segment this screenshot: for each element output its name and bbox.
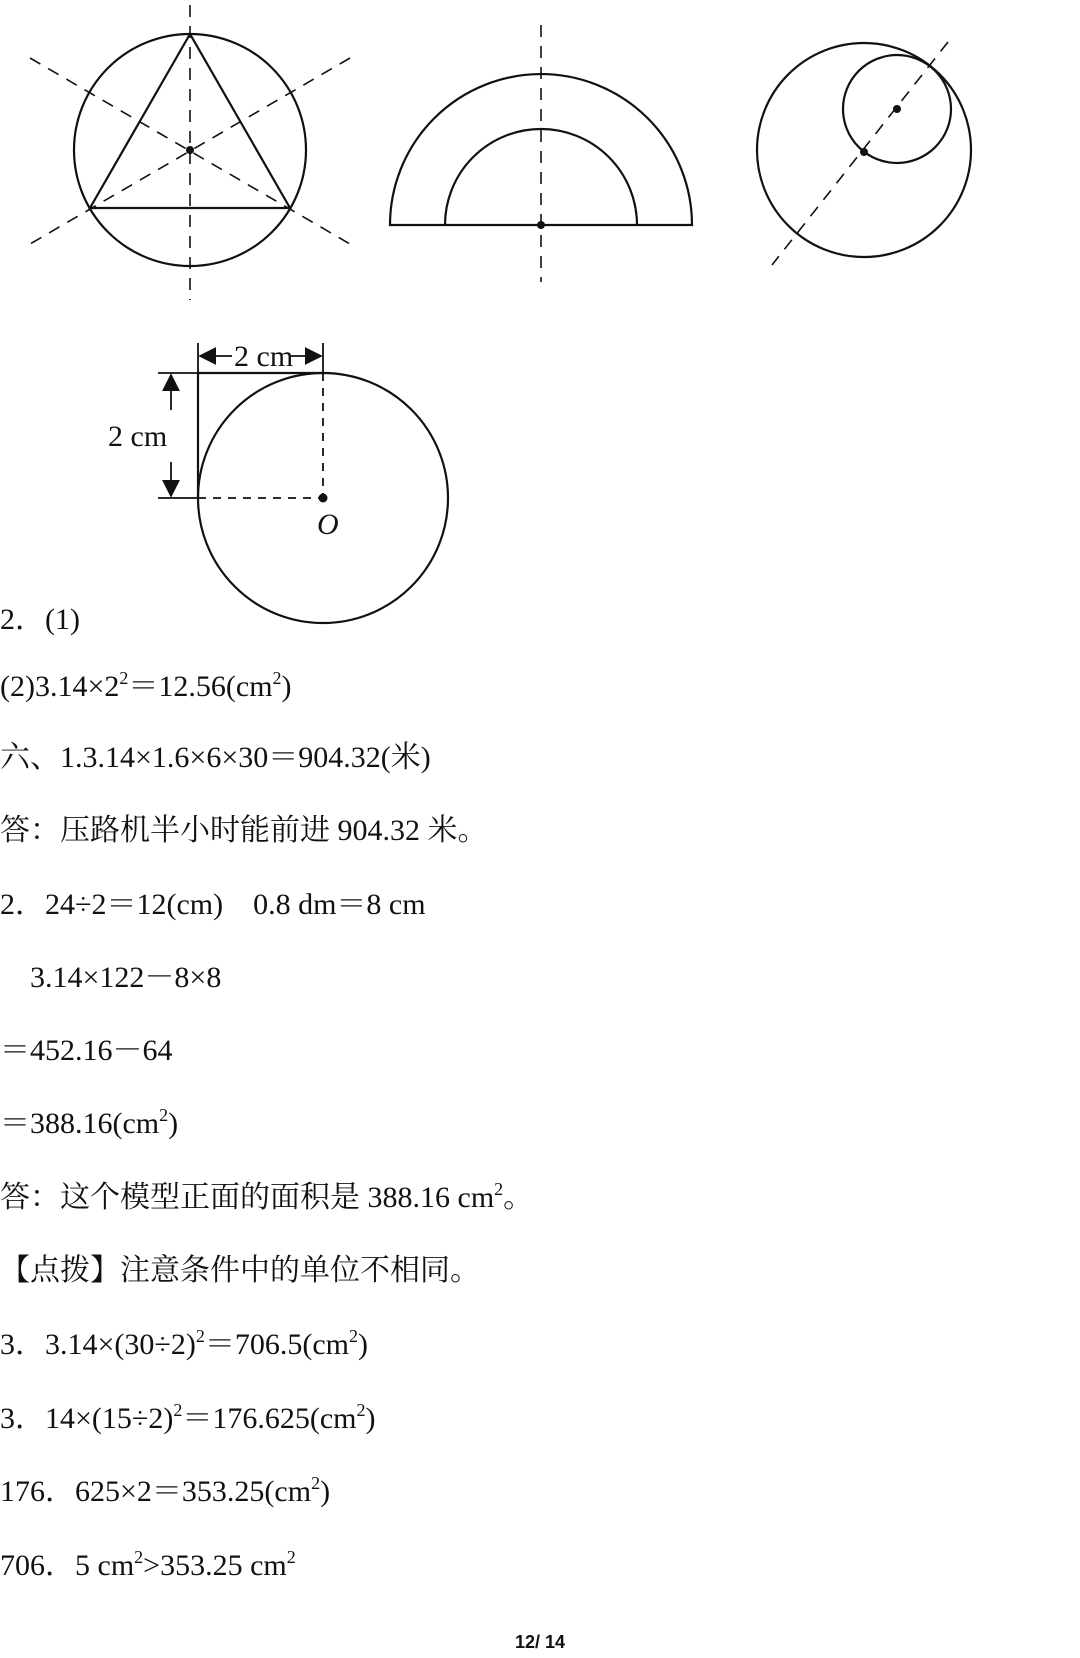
- center-label: O: [317, 508, 339, 541]
- dimension-left-label: 2 cm: [108, 420, 168, 453]
- comparison-line: 706．5 $cm^2>353.25$ $cm^2$: [0, 1547, 296, 1582]
- section-six-line-3: 3．$3.14\times(30\div 2)^2=706.5(cm^2)$: [0, 1326, 369, 1361]
- calc-step-1: 3.14×122－8×8: [0, 961, 222, 994]
- circle-radius-figure: [0, 0, 1080, 640]
- calc-two-circles: 176．$625\times 2=353.25(cm^2)$: [0, 1473, 331, 1508]
- section-six-line-1: 六、1.3.14×1.6×6×30＝904.32(米): [0, 741, 431, 774]
- calc-step-3: $=388.16(cm^2)$: [0, 1105, 179, 1140]
- calc-step-2: ＝452.16－64: [0, 1034, 173, 1067]
- dimension-top-label: 2 cm: [234, 340, 294, 373]
- page-number: 12/ 14: [514, 1632, 566, 1652]
- answer-model-area: 答：这个模型正面的面积是 388.16 $cm^2$。: [0, 1179, 534, 1214]
- answer-roller: 答：压路机半小时能前进 904.32 米。: [0, 814, 488, 847]
- answer-line-2-1: 2．(1): [0, 603, 80, 636]
- answer-line-2-2: $(2)3.14\times 2^2=12.56(cm^2)$: [0, 668, 292, 703]
- section-six-line-2: 2．24÷2＝12(cm) 0.8 dm＝8 cm: [0, 888, 426, 921]
- calc-small-circle: 3．$14\times(15\div 2)^2=176.625(cm^2)$: [0, 1400, 376, 1435]
- hint-line: 【点拨】注意条件中的单位不相同。: [0, 1254, 480, 1287]
